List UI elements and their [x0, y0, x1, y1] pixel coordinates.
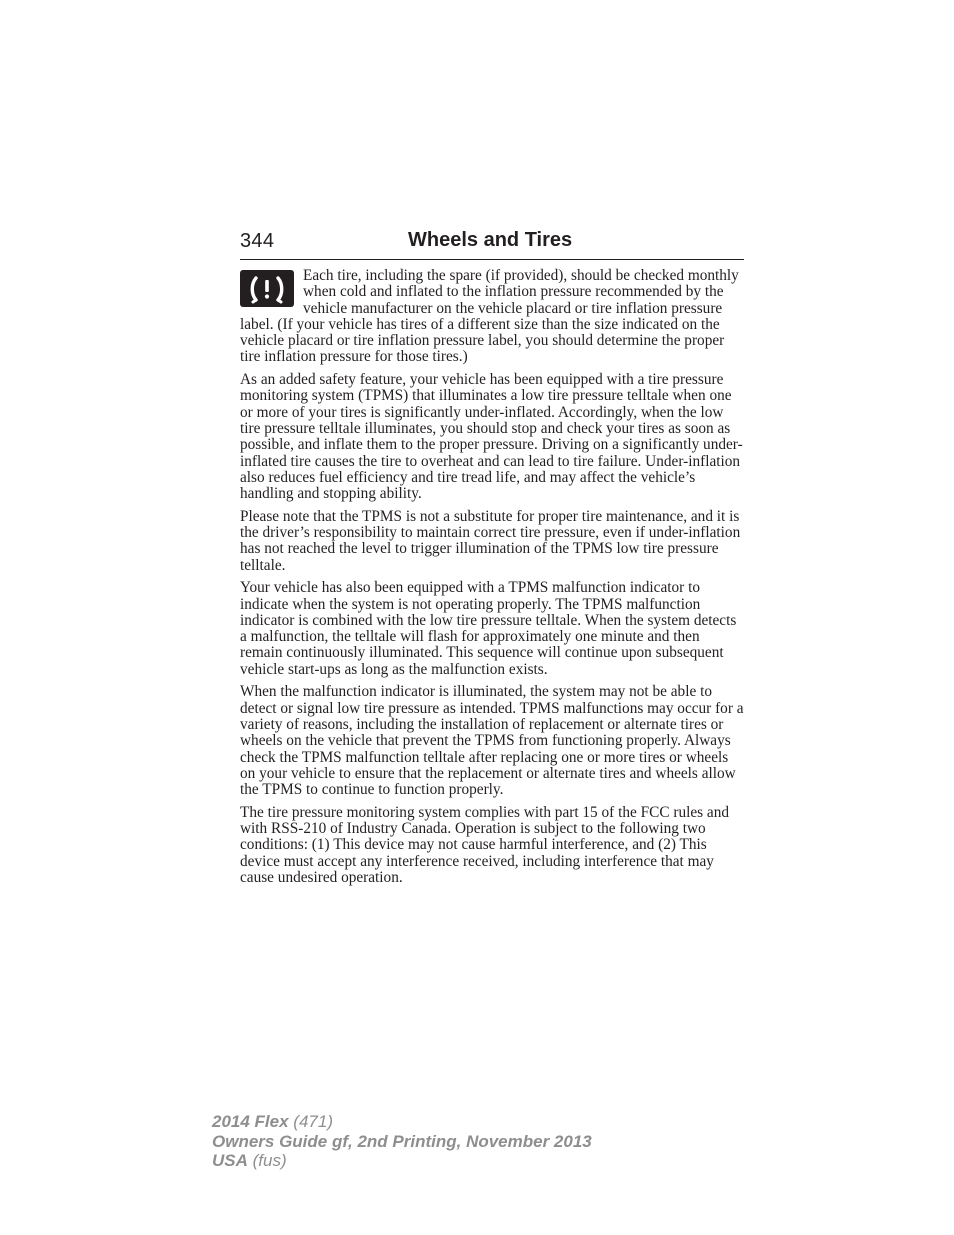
page-number: 344	[240, 230, 275, 252]
tire-pressure-warning-icon	[240, 270, 294, 307]
paragraph-malfunction-details: When the malfunction indicator is illuminated, the system may not be able to detect or signal low tire pressure as intended. TPMS malfunctions may occur for a variety of reasons, including the installation of replacement or alternate tires or wheels on the vehicle that prevent the TPMS from functioning properly. Always check the TPMS malfunction telltale after replacing one or more tires or wheels on your vehicle to ensure that the replacement or alternate tires and wheels allow the TPMS to continue to function properly.	[240, 683, 744, 799]
footer-market-code: (fus)	[252, 1151, 287, 1170]
paragraph-tpms-note: Please note that the TPMS is not a substitute for proper tire maintenance, and it is the driver’s responsibility to maintain correct tire pressure, even if under-inflation has not reached the level to trigger illumination of the TPMS low tire pressure telltale.	[240, 507, 741, 574]
page-header	[240, 228, 744, 260]
footer-market-line	[212, 1151, 592, 1171]
footer-model-line	[212, 1112, 592, 1132]
paragraph-fcc-compliance: The tire pressure monitoring system complies with part 15 of the FCC rules and with RSS-210 of Industry Canada. Operation is subject to the following two conditions: (1) This device may not cause harmful interference, and (2) This device must accept any interference received, including interference that may cause undesired operation.	[240, 803, 729, 886]
page-footer	[212, 1112, 592, 1171]
page-content	[240, 268, 744, 892]
footer-model: 2014 Flex	[212, 1112, 289, 1131]
paragraph-tire-check	[240, 268, 744, 366]
paragraph-malfunction-indicator: Your vehicle has also been equipped with a TPMS malfunction indicator to indicate when the system is not operating properly. The TPMS malfunction indicator is combined with the low tire pressure telltale. When the system detects a malfunction, the telltale will flash for approximately one minute and then remain continuously illuminated. This sequence will continue upon subsequent vehicle start-ups as long as the malfunction exists.	[240, 579, 737, 678]
section-title: Wheels and Tires	[408, 229, 573, 251]
footer-guide: Owners Guide gf, 2nd Printing, November 2013	[212, 1131, 592, 1151]
paragraph-text: Each tire, including the spare (if provided), should be checked monthly when cold and inflated to the inflation pressure recommended by the vehicle manufacturer on the vehicle placard or tire inflation pressure label. (If your vehicle has tires of a different size than the size indicated on the vehicle placard or tire inflation pressure label, you should determine the proper tire inflation pressure for those tires.)	[240, 267, 739, 366]
footer-market: USA	[212, 1151, 248, 1170]
footer-model-code: (471)	[293, 1112, 333, 1131]
paragraph-tpms-intro: As an added safety feature, your vehicle has been equipped with a tire pressure monitoring system (TPMS) that illuminates a low tire pressure telltale when one or more of your tires is significantly under-inflated. Accordingly, when the low tire pressure telltale illuminates, you should stop and check your tires as soon as possible, and inflate them to the proper pressure. Driving on a significantly under-inflated tire causes the tire to overheat and can lead to tire failure. Under-inflation also reduces fuel efficiency and tire tread life, and may affect the vehicle’s handling and stopping ability.	[240, 371, 743, 503]
